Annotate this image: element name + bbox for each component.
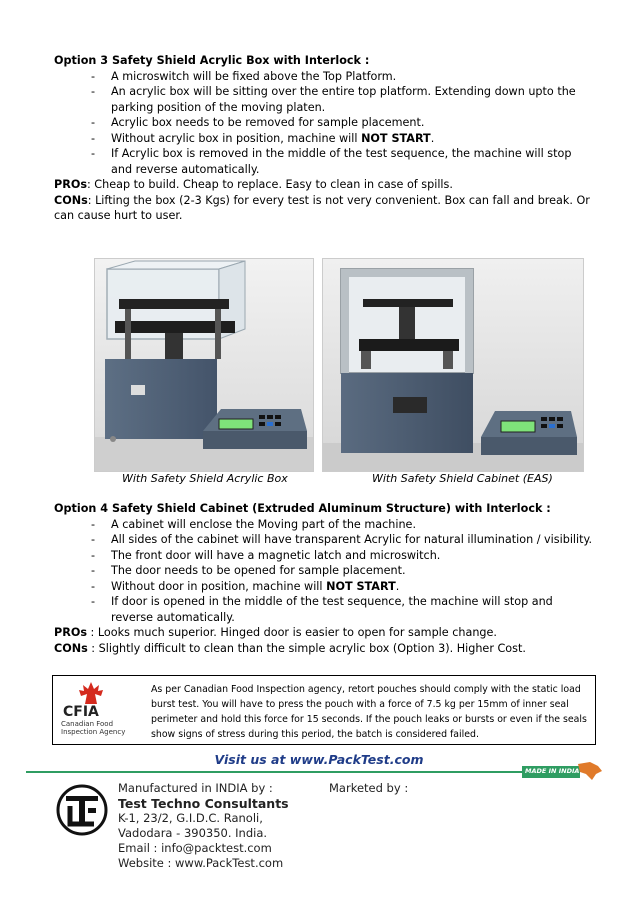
list-item: - Without acrylic box in position, machine will NOT START. [91,131,435,145]
option4-heading [54,501,594,517]
list-item: - An acrylic box will be sitting over the entire top platform. Extending down upto the parking position of the moving platen. [91,85,576,114]
visit-website-link[interactable]: Visit us at www.PackTest.com [214,752,424,767]
cfia-logo-title: CFIA [63,704,99,720]
option3-heading [54,53,594,69]
option4-pros: PROs : Looks much superior. Hinged door is easier to open for sample change. [54,626,497,639]
ttc-logo [56,784,108,836]
cfia-logo-subtitle: Canadian Food Inspection Agency [61,720,126,736]
list-item: - All sides of the cabinet will have transparent Acrylic for natural illumination / visibility. [91,533,593,546]
manufactured-label: Manufactured in INDIA by : [118,781,273,795]
option3-section [54,53,594,224]
maple-leaf-icon [57,682,143,706]
option4-title: Safety Shield Cabinet (Extruded Aluminum Structure) with Interlock : [112,502,551,515]
list-item: - A microswitch will be fixed above the Top Platform. [91,69,397,83]
option4-section [54,501,594,656]
cfia-notice-box [52,675,596,745]
address-line-2: Vadodara - 390350. India. [118,826,268,840]
option3-cons: CONs: Lifting the box (2-3 Kgs) for every test is not very convenient. Box can fall and break. Or can cause hurt to user. [54,193,590,222]
option3-number: Option 3 [54,54,109,67]
list-item: - Without door in position, machine will NOT START. [91,579,400,593]
option3-title: Safety Shield Acrylic Box with Interlock : [112,54,370,67]
acrylic-box-machine-image [95,259,313,471]
company-name: Test Techno Consultants [118,796,289,811]
footer-divider [26,771,546,773]
address-line-1: K-1, 23/2, G.I.D.C. Ranoli, [118,811,263,825]
option3-pros: PROs: Cheap to build. Cheap to replace. Easy to clean in case of spills. [54,178,453,191]
list-item: - If Acrylic box is removed in the middle of the test sequence, the machine will stop and reverse automatically. [91,147,572,176]
photo-aluminum-cabinet [322,258,584,472]
website-link[interactable]: Website : www.PackTest.com [118,856,284,870]
list-item: - A cabinet will enclose the Moving part of the machine. [91,517,416,531]
option4-number: Option 4 [54,502,109,515]
aluminum-cabinet-machine-image [323,259,583,471]
marketed-by-label: Marketed by : [329,781,409,795]
photo-acrylic-box [94,258,314,472]
caption-aluminum-cabinet: With Safety Shield Cabinet (EAS) [372,472,553,485]
email-link[interactable]: Email : info@packtest.com [118,841,272,855]
list-item: - The front door will have a magnetic latch and microswitch. [91,548,441,562]
cfia-notice-text: As per Canadian Food Inspection agency, retort pouches should comply with the static load burst test. You will have to press the pouch with a force of 7.5 kg per 15mm of inner seal perimeter and hold this force for 15 seconds. If the pouch leaks or bursts or even if the seals show signs of stress during this period, the batch is considered failed. [151,684,587,740]
option4-cons: CONs : Slightly difficult to clean than the simple acrylic box (Option 3). Higher Cost. [54,641,526,655]
list-item: - Acrylic box needs to be removed for sample placement. [91,116,425,129]
caption-acrylic-box: With Safety Shield Acrylic Box [122,472,288,485]
list-item: - The door needs to be opened for sample placement. [91,564,406,577]
list-item: - If door is opened in the middle of the test sequence, the machine will stop and reverse automatically. [91,595,553,624]
ttc-logo-icon [56,784,108,836]
manufacturer-info [118,781,289,871]
cfia-logo [57,682,143,738]
made-in-india-badge [522,762,602,780]
made-in-india-text: MADE IN INDIA [525,767,580,775]
